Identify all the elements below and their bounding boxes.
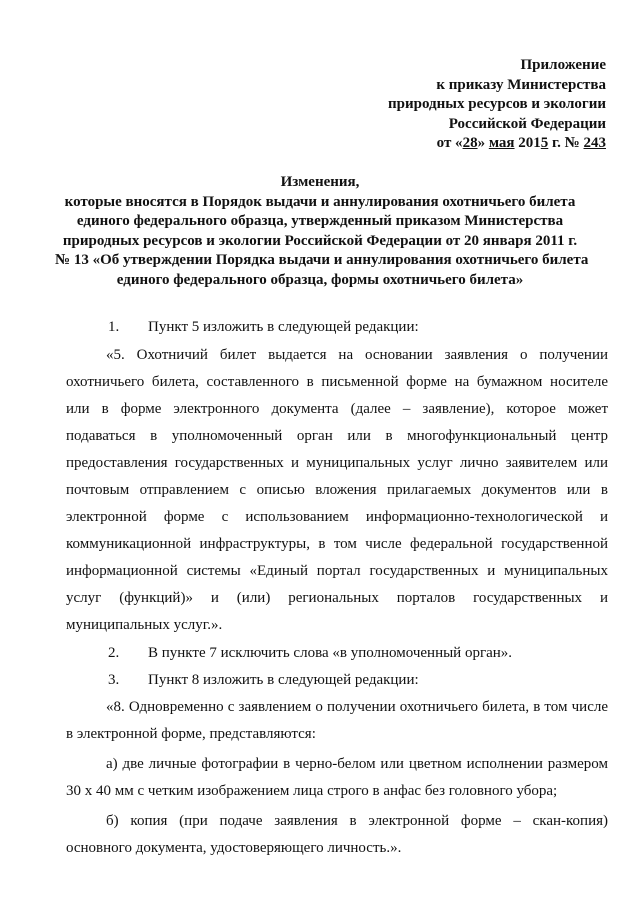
title-line-4: природных ресурсов и экологии Российской Федерации от 20 января 2011 г. bbox=[62, 232, 578, 249]
document-body bbox=[66, 314, 608, 862]
title-line-1: Изменения, bbox=[280, 174, 360, 190]
document-title bbox=[55, 173, 589, 290]
title-line-2: которые вносятся в Порядок выдачи и аннулирования охотничьего билета bbox=[64, 193, 576, 210]
item-3-text: Пункт 8 изложить в следующей редакции: bbox=[148, 672, 419, 688]
item-1 bbox=[66, 314, 608, 341]
appendix-label: Приложение bbox=[520, 57, 606, 73]
title-line-6: единого федерального образца, формы охотничьего билета» bbox=[116, 271, 524, 288]
order-day: 28 bbox=[462, 135, 478, 151]
item-3-number: 3. bbox=[108, 672, 120, 688]
order-year-digit: 5 bbox=[540, 135, 549, 151]
order-date-line: от «28» мая 2015 г. № 243 bbox=[436, 135, 606, 151]
order-month: мая bbox=[488, 135, 515, 151]
order-number: 243 bbox=[583, 135, 606, 151]
ministry-name-2: Российской Федерации bbox=[448, 115, 606, 132]
item-2-text: В пункте 7 исключить слова «в уполномоченный орган». bbox=[148, 645, 513, 661]
item-2-number: 2. bbox=[108, 645, 120, 661]
appendix-header bbox=[388, 56, 606, 154]
item-2 bbox=[66, 640, 608, 667]
title-line-5: № 13 «Об утверждении Порядка выдачи и аннулирования охотничьего билета bbox=[55, 252, 589, 268]
paragraph-5: «5. Охотничий билет выдается на основании заявления о получении охотничьего билета, составленного в письменной форме на бумажном носителе или в форме электронного документа (далее – заявление), которое может подаваться в уполномоченный орган или в многофункциональный центр предоставления государственных и муниципальных услуг лично заявителем или почтовым отправлением с описью вложения прилагаемых документов или в электронной форме с использованием информационно-технологической и коммуникационной инфраструктуры, в том числе федеральной государственной информационной системы «Единый портал государственных и муниципальных услуг (функций)» и (или) региональных порталов государственных и муниципальных услуг.». bbox=[66, 347, 608, 633]
paragraph-8-a: а) две личные фотографии в черно-белом или цветном исполнении размером 30 х 40 мм с четким изображением лица строго в анфас без головного убора; bbox=[66, 756, 608, 799]
item-3 bbox=[66, 667, 608, 694]
ministry-name-1: природных ресурсов и экологии bbox=[388, 96, 606, 112]
paragraph-8: «8. Одновременно с заявлением о получении охотничьего билета, в том числе в электронной форме, представляются: bbox=[66, 699, 608, 742]
paragraph-8-b: б) копия (при подаче заявления в электронной форме – скан-копия) основного документа, удостоверяющего личность.». bbox=[66, 813, 608, 856]
item-1-number: 1. bbox=[108, 319, 120, 335]
order-reference: к приказу Министерства bbox=[436, 76, 606, 93]
item-1-text: Пункт 5 изложить в следующей редакции: bbox=[148, 319, 419, 335]
title-line-3: единого федерального образца, утвержденный приказом Министерства bbox=[76, 213, 564, 229]
